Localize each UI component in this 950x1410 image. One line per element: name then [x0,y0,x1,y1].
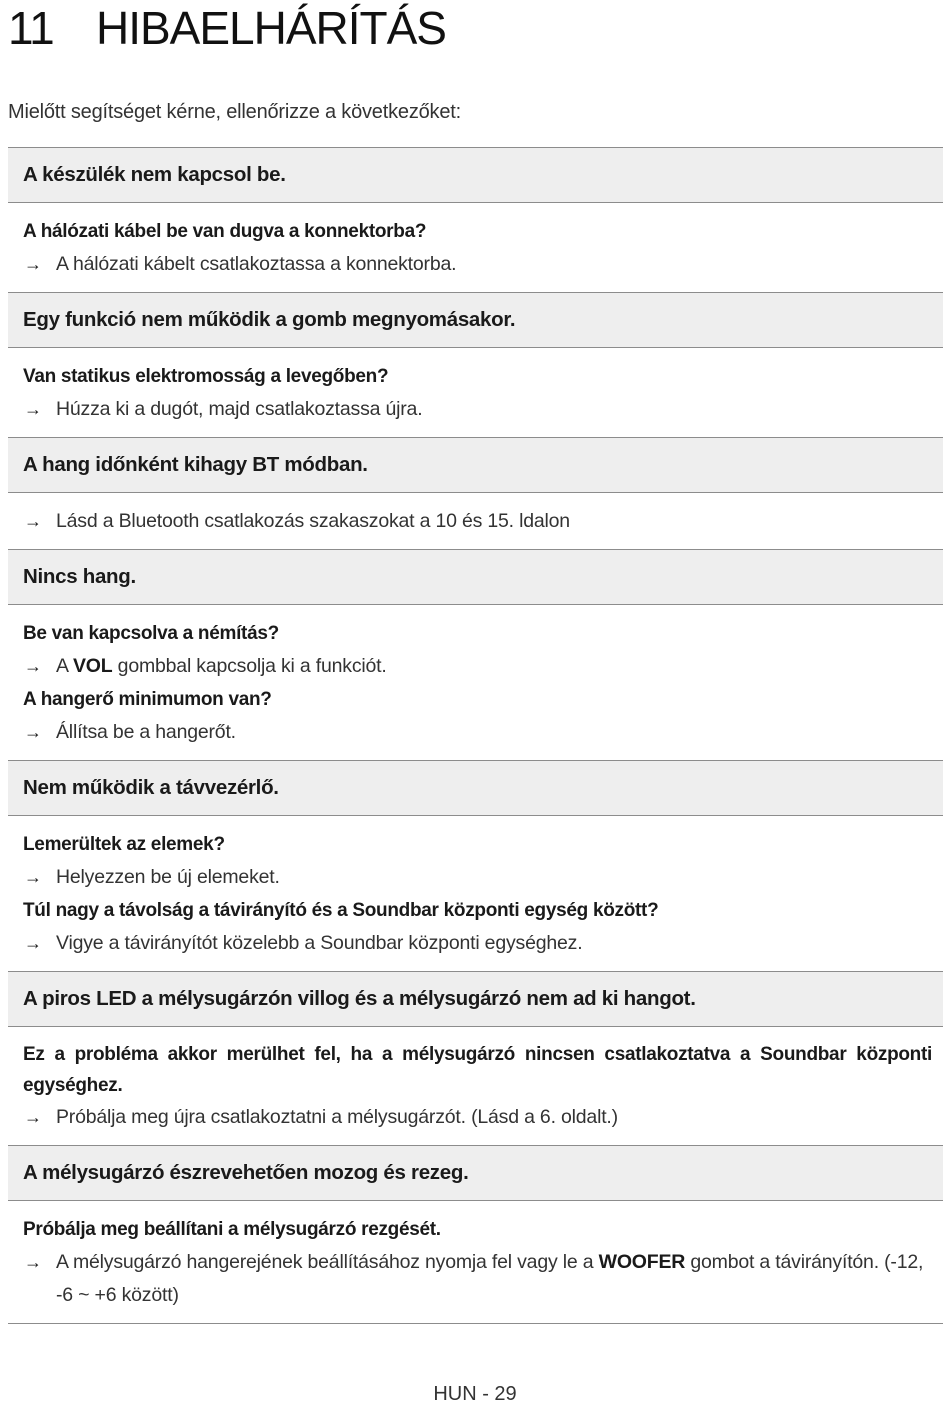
arrow-right-icon: → [24,1107,42,1127]
section-header: A készülék nem kapcsol be. [8,147,943,203]
question: Van statikus elektromosság a levegőben? [23,366,389,387]
button-name: WOOFER [598,1251,686,1273]
answer-text: gombot a távirányítón. (-12, -6 ~ +6 között) [56,1251,924,1306]
section-header: Egy funkció nem működik a gomb megnyomásakor. [8,292,943,348]
answer [23,861,932,894]
answer [23,716,932,749]
answer [23,505,932,538]
answer-text: Próbálja meg újra csatlakoztatni a mélysugárzót. (Lásd a 6. oldalt.) [56,1106,618,1128]
answer-text: Lásd a Bluetooth csatlakozás szakaszokat a 10 és 15. ldalon [56,510,570,532]
chapter-title [8,0,446,56]
arrow-right-icon: → [24,722,42,742]
answer-text: A [56,655,73,677]
arrow-right-icon: → [24,399,42,419]
answer-text: Húzza ki a dugót, majd csatlakoztassa újra. [56,398,423,420]
arrow-right-icon: → [24,511,42,531]
section-body [8,203,943,292]
question: A hálózati kábel be van dugva a konnektorba? [23,221,427,242]
section-body [8,493,943,549]
answer-text: gombbal kapcsolja ki a funkciót. [112,655,387,677]
answer [23,393,932,426]
answer [23,927,932,960]
troubleshooting-table [8,147,943,1324]
arrow-right-icon: → [24,656,42,676]
question: A hangerő minimumon van? [23,689,272,710]
question: Lemerültek az elemek? [23,834,225,855]
arrow-right-icon: → [24,933,42,953]
question: Ez a probléma akkor merülhet fel, ha a mélysugárzó nincsen csatlakoztatva a Soundbar központi egységhez. [23,1044,932,1096]
arrow-right-icon: → [24,254,42,274]
section-body [8,1201,943,1323]
answer [23,1101,932,1134]
question: Próbálja meg beállítani a mélysugárzó rezgését. [23,1219,441,1240]
intro-text: Mielőtt segítséget kérne, ellenőrizze a következőket: [8,101,461,123]
table-bottom-rule [8,1323,943,1324]
section-body [8,1027,943,1145]
page-number: HUN - 29 [433,1383,517,1405]
section-header: A mélysugárzó észrevehetően mozog és rezeg. [8,1145,943,1201]
section-header: A piros LED a mélysugárzón villog és a mélysugárzó nem ad ki hangot. [8,971,943,1027]
chapter-title-text: HIBAELHÁRÍTÁS [96,2,446,54]
section-body [8,816,943,971]
section-body [8,605,943,760]
answer-text: A mélysugárzó hangerejének beállításához nyomja fel vagy le a [56,1251,599,1273]
arrow-right-icon: → [24,1252,42,1272]
arrow-right-icon: → [24,867,42,887]
section-header: A hang időnként kihagy BT módban. [8,437,943,493]
answer [23,1246,932,1312]
answer-text: Vigye a távirányítót közelebb a Soundbar központi egységhez. [56,932,583,954]
question: Be van kapcsolva a némítás? [23,623,279,644]
answer-text: Helyezzen be új elemeket. [56,866,280,888]
chapter-number: 11 [8,2,54,54]
answer [23,248,932,281]
question: Túl nagy a távolság a távirányító és a Soundbar központi egység között? [23,900,659,921]
section-header: Nincs hang. [8,549,943,605]
answer [23,650,932,683]
answer-text: Állítsa be a hangerőt. [56,721,236,743]
answer-text: A hálózati kábelt csatlakoztassa a konnektorba. [56,253,457,275]
button-name: VOL [72,655,113,677]
section-header: Nem működik a távvezérlő. [8,760,943,816]
section-body [8,348,943,437]
